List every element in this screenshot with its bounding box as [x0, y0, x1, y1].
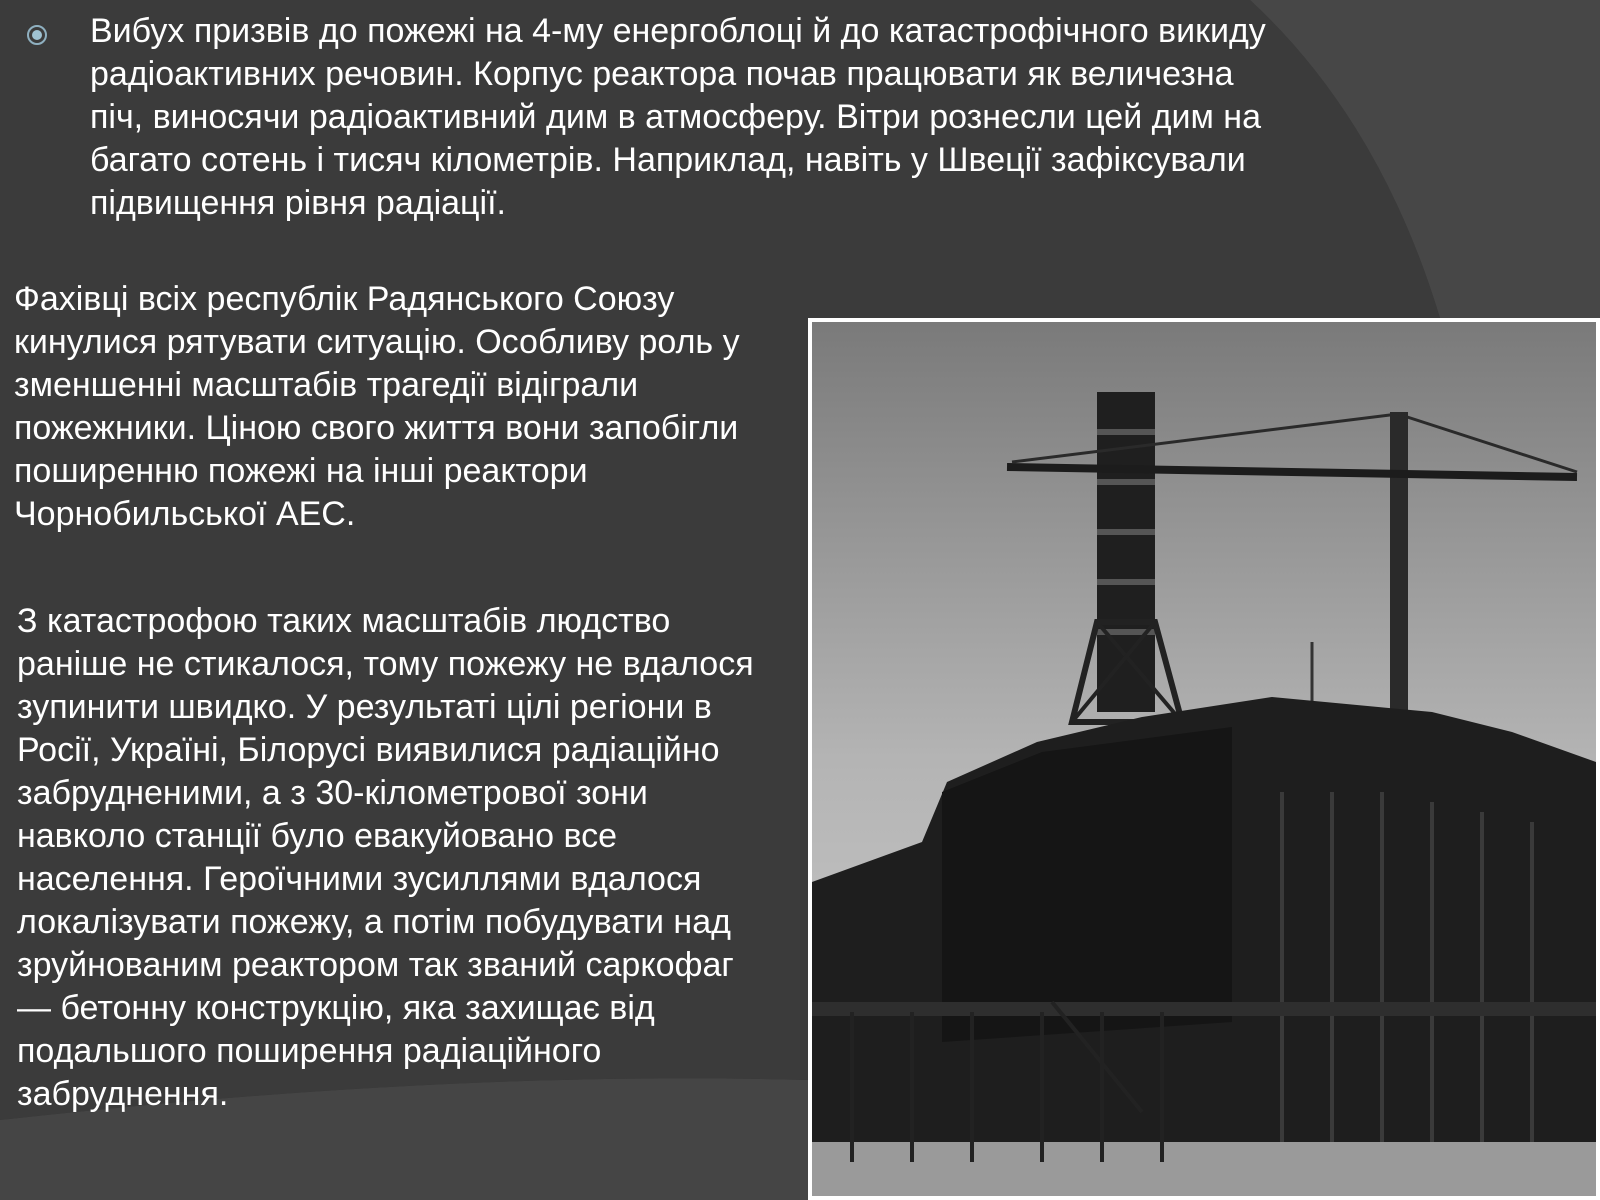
- middle-paragraph: Фахівці всіх республік Радянського Союзу кинулися рятувати ситуацію. Особливу роль у зменшенні масштабів трагедії відіграли пожежники. Ціною свого життя вони запобігли поширенню пожежі на інші реактори Чорнобильської АЕС.: [14, 280, 740, 533]
- bottom-paragraph: З катастрофою таких масштабів людство раніше не стикалося, тому пожежу не вдалося зупинити швидко. У результаті цілі регіони в Росії, Україні, Білорусі виявилися радіаційно забрудненими, а з 30-кілометрової зони навколо станції було евакуйовано все населення. Героїчними зусиллями вдалося локалізувати пожежу, а потім побудувати над зруйнованим реактором так званий саркофаг — бетонну конструкцію, яка захищає від подальшого поширення радіаційного забруднення.: [17, 602, 754, 1113]
- sarcophagus-photo: [808, 318, 1600, 1200]
- circle-bullet-icon: [26, 24, 48, 46]
- sarcophagus-photo-image: [812, 322, 1596, 1196]
- top-paragraph: Вибух призвів до пожежі на 4-му енергоблоці й до катастрофічного викиду радіоактивних речовин. Корпус реактора почав працювати як величезна піч, виносячи радіоактивний дим в атмосферу. Вітри рознесли цей дим на багато сотень і тисяч кілометрів. Наприклад, навіть у Швеції зафіксували підвищення рівня радіації.: [90, 12, 1266, 222]
